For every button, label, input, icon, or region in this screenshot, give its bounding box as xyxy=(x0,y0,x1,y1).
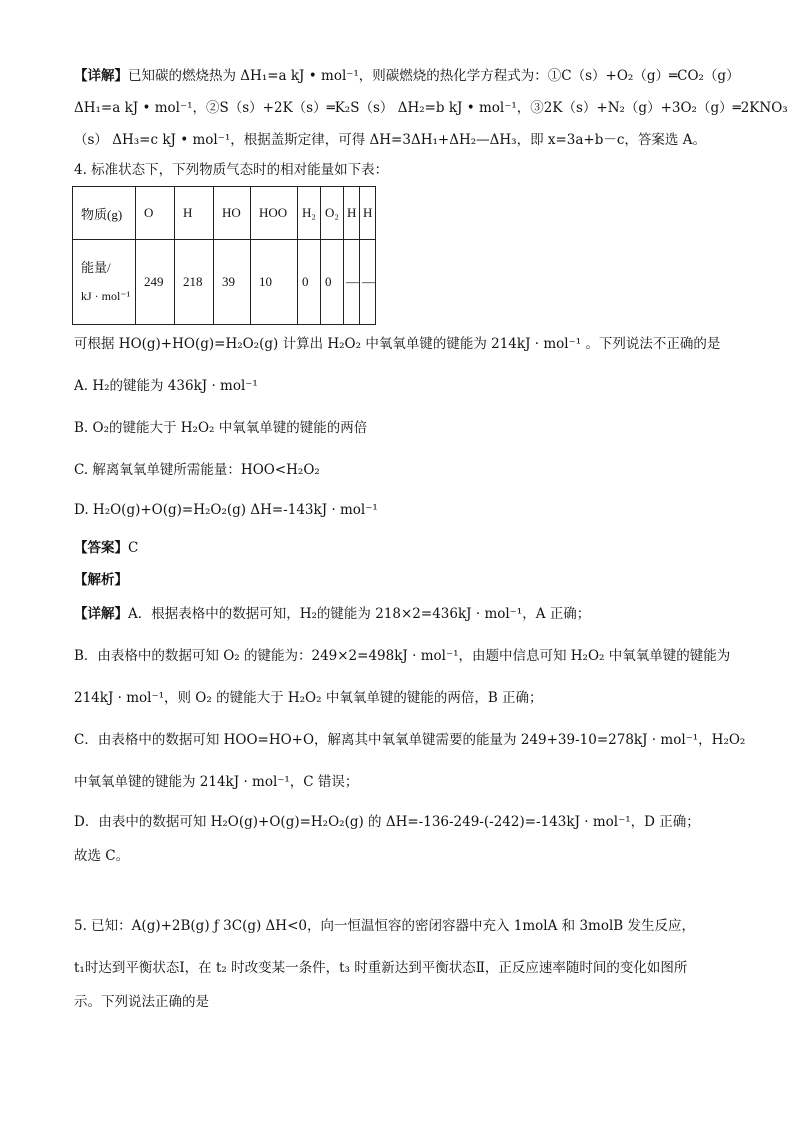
table-header-cell: HOO xyxy=(259,205,288,220)
table-header-cell: H xyxy=(363,205,373,220)
row-label-unit: kJ · mol⁻¹ xyxy=(81,289,131,303)
energy-table xyxy=(72,186,376,325)
prev-explanation-line-1: 【详解】已知碳的燃烧热为 ΔH₁=a kJ • mol⁻¹，则碳燃烧的热化学方程式为：①C（s）+O₂（g）═CO₂（g） xyxy=(74,68,740,84)
detail-tag: 【详解】 xyxy=(74,68,128,84)
table-cell: 0 xyxy=(302,274,309,289)
q4-option-c: C. 解离氧氧单键所需能量：HOO<H₂O₂ xyxy=(74,462,320,478)
table-header-cell: H xyxy=(347,205,357,220)
table-cell: 0 xyxy=(325,274,332,289)
q5-line-2: t₁时达到平衡状态Ⅰ，在 t₂ 时改变某一条件，t₃ 时重新达到平衡状态Ⅱ，正反应速率随时间的变化如图所 xyxy=(74,960,688,976)
table-cell: 249 xyxy=(144,274,164,289)
q4-detail-c-line-1: C．由表格中的数据可知 HOO=HO+O，解离其中氧氧单键需要的能量为 249+39-10=278kJ · mol⁻¹，H₂O₂ xyxy=(74,732,746,748)
q4-detail-b-line-2: 214kJ · mol⁻¹，则 O₂ 的键能大于 H₂O₂ 中氧氧单键的键能的两倍，B 正确； xyxy=(74,690,543,706)
prev-explanation-line-3: （s） ΔH₃=c kJ • mol⁻¹，根据盖斯定律，可得 ΔH=3ΔH₁+ΔH₂—ΔH₃，即 x=3a+b－c，答案选 A。 xyxy=(74,132,706,148)
table-header-row xyxy=(73,187,376,240)
table-header-cell: HO xyxy=(222,205,241,220)
answer-tag: 【答案】 xyxy=(74,540,128,556)
table-header-cell: H₂ xyxy=(302,205,316,220)
q4-context: 可根据 HO(g)+HO(g)=H₂O₂(g) 计算出 H₂O₂ 中氧氧单键的键能为 214kJ · mol⁻¹ 。下列说法不正确的是 xyxy=(74,336,721,352)
table-header-cell: O₂ xyxy=(325,205,339,220)
row-label-energy: 能量/ xyxy=(81,260,111,275)
q5-line-3: 示。下列说法正确的是 xyxy=(74,994,209,1010)
table-row xyxy=(73,240,376,325)
table-cell: — xyxy=(362,274,375,289)
prev-explanation-line-2: ΔH₁=a kJ • mol⁻¹，②S（s）+2K（s）═K₂S（s） ΔH₂=b kJ • mol⁻¹，③2K（s）+N₂（g）+3O₂（g）═2KNO₃ xyxy=(74,100,788,116)
table-header-cell: 物质(g) xyxy=(81,206,123,222)
q4-detail-a: 【详解】A．根据表格中的数据可知，H₂的键能为 218×2=436kJ · mol⁻¹，A 正确； xyxy=(74,606,591,622)
q4-answer xyxy=(74,538,138,558)
table-cell: 218 xyxy=(183,274,203,289)
q4-option-d: D. H₂O(g)+O(g)=H₂O₂(g) ΔH=-143kJ · mol⁻¹ xyxy=(74,502,378,518)
table-header-cell: O xyxy=(144,205,154,220)
table-cell: — xyxy=(346,274,359,289)
q4-detail-d: D．由表中的数据可知 H₂O(g)+O(g)=H₂O₂(g) 的 ΔH=-136-249-(-242)=-143kJ · mol⁻¹，D 正确； xyxy=(74,814,700,830)
table-cell: 39 xyxy=(222,274,235,289)
q4-detail-b-line-1: B．由表格中的数据可知 O₂ 的键能为：249×2=498kJ · mol⁻¹，由题中信息可知 H₂O₂ 中氧氧单键的键能为 xyxy=(74,648,731,664)
analysis-tag: 【解析】 xyxy=(74,572,128,588)
table-header-cell: H xyxy=(183,205,193,220)
q4-option-a: A. H₂的键能为 436kJ · mol⁻¹ xyxy=(74,378,258,394)
q4-detail-c-line-2: 中氧氧单键的键能为 214kJ · mol⁻¹，C 错误； xyxy=(74,774,359,790)
table-cell: 10 xyxy=(259,274,272,289)
q4-option-b: B. O₂的键能大于 H₂O₂ 中氧氧单键的键能的两倍 xyxy=(74,420,368,436)
detail-tag: 【详解】 xyxy=(74,606,128,622)
q5-line-1: 5. 已知：A(g)+2B(g) ƒ 3C(g) ΔH<0，向一恒温恒容的密闭容器中充入 1molA 和 3molB 发生反应， xyxy=(74,918,695,934)
answer-value: C xyxy=(128,540,139,556)
q4-stem: 4. 标准状态下，下列物质气态时的相对能量如下表： xyxy=(74,162,389,178)
q4-conclusion: 故选 C。 xyxy=(74,848,130,864)
